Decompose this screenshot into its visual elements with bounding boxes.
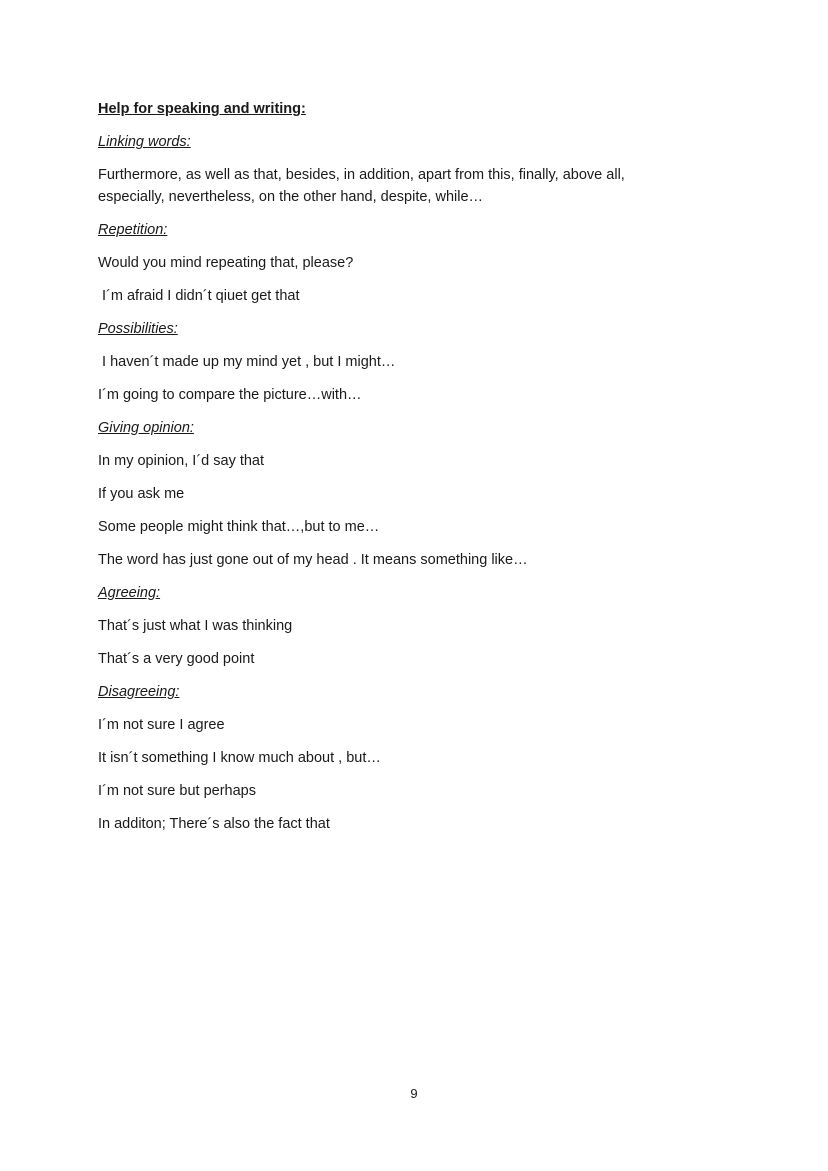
text-line: I´m not sure but perhaps <box>98 783 256 799</box>
section-disagreeing <box>98 681 698 835</box>
text-line: In additon; There´s also the fact that <box>98 816 330 832</box>
section-linking-words <box>98 131 698 208</box>
text-line: The word has just gone out of my head . It means something like… <box>98 552 528 568</box>
document-title: Help for speaking and writing: <box>98 101 306 117</box>
section-heading: Possibilities: <box>98 321 178 337</box>
text-line: In my opinion, I´d say that <box>98 453 265 469</box>
text-line: Furthermore, as well as that, besides, in addition, apart from this, finally, above all, especially, nevertheless, on the other hand, despite, while… <box>98 167 629 205</box>
text-line: Some people might think that…,but to me… <box>98 519 380 535</box>
page-number: 9 <box>410 1086 418 1101</box>
text-line: I´m going to compare the picture…with… <box>98 387 362 403</box>
section-repetition <box>98 219 698 307</box>
section-heading: Giving opinion: <box>98 420 194 436</box>
section-heading: Repetition: <box>98 222 168 238</box>
section-heading: Agreeing: <box>98 585 161 601</box>
text-line: I haven´t made up my mind yet , but I might… <box>98 354 396 370</box>
text-line: I´m afraid I didn´t qiuet get that <box>98 288 300 304</box>
document-body <box>98 98 698 846</box>
text-line: It isn´t something I know much about , but… <box>98 750 381 766</box>
text-line: Would you mind repeating that, please? <box>98 255 354 271</box>
section-giving-opinion <box>98 417 698 571</box>
section-heading: Linking words: <box>98 134 191 150</box>
section-possibilities <box>98 318 698 406</box>
text-line: I´m not sure I agree <box>98 717 225 733</box>
section-heading: Disagreeing: <box>98 684 180 700</box>
text-line: That´s just what I was thinking <box>98 618 293 634</box>
section-agreeing <box>98 582 698 670</box>
text-line: If you ask me <box>98 486 185 502</box>
text-line: That´s a very good point <box>98 651 255 667</box>
